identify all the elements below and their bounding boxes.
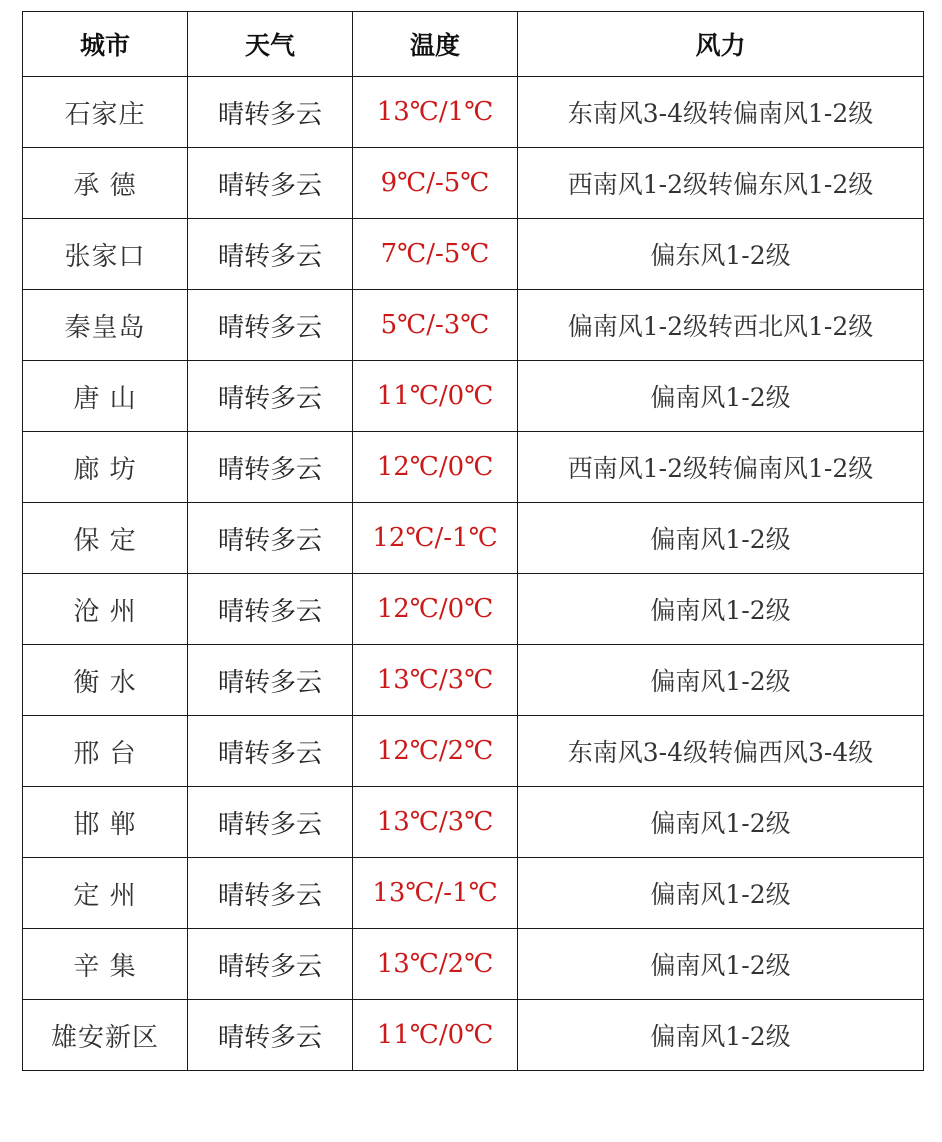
city-cell: 张家口 — [23, 219, 188, 290]
temperature-cell: 13℃/3℃ — [353, 787, 518, 858]
temperature-cell: 13℃/3℃ — [353, 645, 518, 716]
city-cell: 定 州 — [23, 858, 188, 929]
table-row — [23, 77, 924, 148]
wind-cell: 偏南风1-2级转西北风1-2级 — [518, 290, 924, 361]
table-row — [23, 1000, 924, 1071]
header-temperature: 温度 — [353, 12, 518, 77]
temperature-cell: 9℃/-5℃ — [353, 148, 518, 219]
city-cell: 石家庄 — [23, 77, 188, 148]
city-cell: 唐 山 — [23, 361, 188, 432]
temperature-cell: 13℃/1℃ — [353, 77, 518, 148]
wind-cell: 西南风1-2级转偏东风1-2级 — [518, 148, 924, 219]
table-body — [23, 77, 924, 1071]
temperature-cell: 12℃/2℃ — [353, 716, 518, 787]
weather-forecast-table — [22, 11, 924, 1071]
city-cell: 保 定 — [23, 503, 188, 574]
table-row — [23, 432, 924, 503]
weather-cell: 晴转多云 — [188, 1000, 353, 1071]
wind-cell: 偏南风1-2级 — [518, 1000, 924, 1071]
temperature-cell: 11℃/0℃ — [353, 361, 518, 432]
table-row — [23, 148, 924, 219]
table-header-row — [23, 12, 924, 77]
weather-cell: 晴转多云 — [188, 503, 353, 574]
wind-cell: 偏南风1-2级 — [518, 929, 924, 1000]
table-row — [23, 574, 924, 645]
header-city: 城市 — [23, 12, 188, 77]
table-row — [23, 361, 924, 432]
weather-cell: 晴转多云 — [188, 787, 353, 858]
wind-cell: 东南风3-4级转偏西风3-4级 — [518, 716, 924, 787]
wind-cell: 偏南风1-2级 — [518, 361, 924, 432]
weather-cell: 晴转多云 — [188, 432, 353, 503]
city-cell: 邯 郸 — [23, 787, 188, 858]
table-row — [23, 858, 924, 929]
header-wind: 风力 — [518, 12, 924, 77]
temperature-cell: 12℃/-1℃ — [353, 503, 518, 574]
wind-cell: 东南风3-4级转偏南风1-2级 — [518, 77, 924, 148]
city-cell: 雄安新区 — [23, 1000, 188, 1071]
city-cell: 辛 集 — [23, 929, 188, 1000]
city-cell: 衡 水 — [23, 645, 188, 716]
table-row — [23, 929, 924, 1000]
wind-cell: 西南风1-2级转偏南风1-2级 — [518, 432, 924, 503]
temperature-cell: 13℃/2℃ — [353, 929, 518, 1000]
city-cell: 秦皇岛 — [23, 290, 188, 361]
weather-cell: 晴转多云 — [188, 77, 353, 148]
city-cell: 邢 台 — [23, 716, 188, 787]
weather-cell: 晴转多云 — [188, 290, 353, 361]
weather-cell: 晴转多云 — [188, 858, 353, 929]
temperature-cell: 7℃/-5℃ — [353, 219, 518, 290]
table-row — [23, 787, 924, 858]
table-row — [23, 219, 924, 290]
table-row — [23, 645, 924, 716]
table-row — [23, 716, 924, 787]
wind-cell: 偏东风1-2级 — [518, 219, 924, 290]
weather-cell: 晴转多云 — [188, 361, 353, 432]
table-row — [23, 290, 924, 361]
temperature-cell: 12℃/0℃ — [353, 574, 518, 645]
weather-cell: 晴转多云 — [188, 574, 353, 645]
city-cell: 沧 州 — [23, 574, 188, 645]
wind-cell: 偏南风1-2级 — [518, 645, 924, 716]
city-cell: 廊 坊 — [23, 432, 188, 503]
wind-cell: 偏南风1-2级 — [518, 787, 924, 858]
wind-cell: 偏南风1-2级 — [518, 858, 924, 929]
temperature-cell: 12℃/0℃ — [353, 432, 518, 503]
temperature-cell: 13℃/-1℃ — [353, 858, 518, 929]
weather-cell: 晴转多云 — [188, 929, 353, 1000]
temperature-cell: 11℃/0℃ — [353, 1000, 518, 1071]
weather-cell: 晴转多云 — [188, 219, 353, 290]
weather-cell: 晴转多云 — [188, 645, 353, 716]
temperature-cell: 5℃/-3℃ — [353, 290, 518, 361]
wind-cell: 偏南风1-2级 — [518, 503, 924, 574]
weather-cell: 晴转多云 — [188, 716, 353, 787]
weather-cell: 晴转多云 — [188, 148, 353, 219]
header-weather: 天气 — [188, 12, 353, 77]
table-row — [23, 503, 924, 574]
city-cell: 承 德 — [23, 148, 188, 219]
wind-cell: 偏南风1-2级 — [518, 574, 924, 645]
